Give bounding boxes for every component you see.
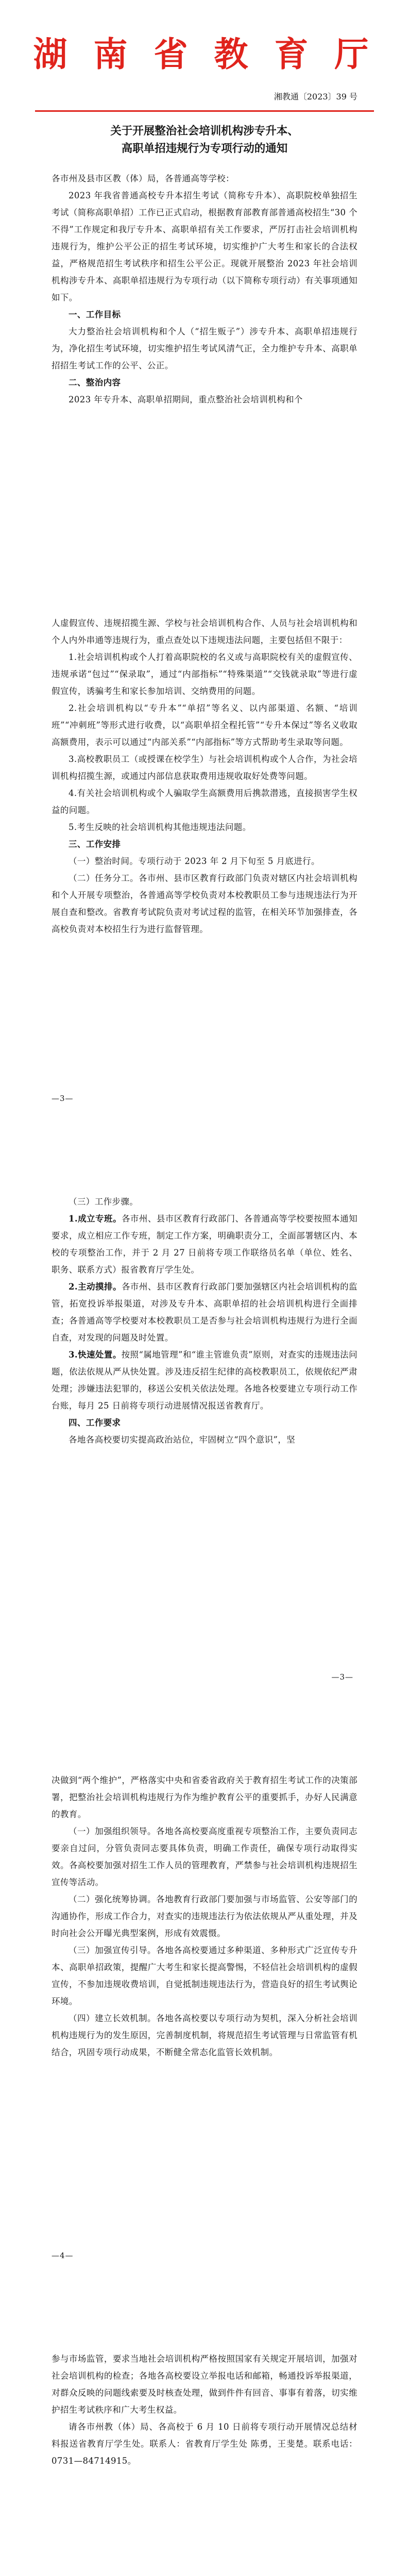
contact-paragraph: 请各市州教（体）局、各高校于 6 月 10 日前将专项行动开展情况总结材料报送省教育厅学生处。联系人：省教育厅学生处 陈勇，王斐楚。联系电话：0731—84714915。 (52, 2422, 357, 2466)
paragraph: 决做到“两个维护”，严格落实中央和省委省政府关于教育招生考试工作的决策部署，把整治社会培训机构违规行为作为维护教育公平的重要抓手，办好人民满意的教育。 (52, 1775, 357, 1819)
red-divider (35, 110, 374, 112)
section-1-heading: 一、工作目标 (69, 310, 121, 319)
page-4-body (52, 1772, 357, 2061)
page-3-body (52, 1193, 357, 1448)
list-item: 3.高校教职员工（或授课在校学生）与社会培训机构或个人合作，为社会培训机构招揽生源，或通过内部信息获取费用违规收取好处费等问题。 (52, 754, 357, 781)
document-number: 湘教通〔2023〕39 号 (274, 92, 357, 101)
requirement-item: （二）强化统筹协调。各地教育行政部门要加强与市场监管、公安等部门的沟通协作，形成工作合力，对查实的违规违法行为依法依规从严从重处理，并及时向社会公开曝光典型案例，形成有效震慑。 (52, 1894, 357, 1938)
masthead-title: 湖 南 省 教 育 厅 (33, 34, 376, 74)
section-1-text: 大力整治社会培训机构和个人（“招生贩子”）涉专升本、高职单招违规行为，净化招生考试环境，切实维护招生考试风清气正，全力维护专升本、高职单招招生考试工作的公平、公正。 (52, 327, 357, 370)
steps-heading: （三）工作步骤。 (69, 1197, 139, 1207)
page-1 (0, 0, 409, 579)
section-2-heading: 二、整治内容 (69, 378, 121, 387)
page-5-body (52, 2350, 357, 2469)
document-title (41, 123, 368, 158)
step-3 (52, 1346, 357, 1414)
step-3-title: 3.快速处置。 (69, 1350, 122, 1360)
section-3-heading: 三、工作安排 (69, 839, 121, 849)
step-1-text: 各市州、县市区教育行政部门、各普通高等学校要按照本通知要求，成立相应工作专班，制定工作方案，明确职责分工，全面部署辖区内、本校的专项整治工作，并于 2 月 27 日前将专项工作联络员名单（单位、姓名、职务、联系方式）报省教育厅学生处。 (52, 1214, 357, 1275)
requirement-item: （一）加强组织领导。各地各高校要高度重视专项整治工作，主要负责同志要亲自过问，分管负责同志要具体负责，明确工作责任，确保专项行动取得实效。各高校要加强对招生工作人员的管理教育，严禁参与社会培训机构违规招生宣传等活动。 (52, 1826, 357, 1887)
title-line-1: 关于开展整治社会培训机构涉专升本、 (110, 125, 299, 138)
list-item: 2.社会培训机构以“专升本”“单招”等名义、以内部渠道、名额、“培训班”“冲刺班”等形式进行收费，以“高职单招全程托管”“专升本保过”等名义收取高额费用，表示可以通过“内部关系”“内部指标”等方式帮助考生录取等问题。 (52, 703, 357, 747)
page-5 (0, 2314, 409, 2576)
list-item: （一）整治时间。专项行动于 2023 年 2 月下旬至 5 月底进行。 (69, 856, 320, 866)
step-2 (52, 1278, 357, 1346)
page-number: —4— (52, 2251, 74, 2260)
step-3-text: 按照“属地管理”和“谁主管谁负责”原则，对查实的违规违法问题，依法依规从严从快处置。涉及违反招生纪律的高校教职员工，依规依纪严肃处理；涉嫌违法犯罪的，移送公安机关依法处理。各地各校要建立专项行动工作台账，每月 25 日前将专项行动进展情况报送省教育厅。 (52, 1350, 357, 1411)
intro-paragraph: 2023 年我省普通高校专升本招生考试（简称专升本）、高职院校单独招生考试（简称高职单招）工作已正式启动，根据教育部教育部普通高校招生“30 个不得”工作规定和我厅专升本、高职单招有关工作要求，严厉打击社会培训机构违规行为，维护公平公正的招生考试环境，切实维护广大考生和家长的合法权益，严格规范招生考试秩序和招生公平公正。现就开展整治 2023 年社会培训机构涉专升本、高职单招违规行为专项行动（以下简称专项行动）有关事项通知如下。 (52, 191, 357, 302)
requirement-item: （三）加强宣传引导。各地各高校要通过多种渠道、多种形式广泛宣传专升本、高职单招政策，提醒广大考生和家长提高警惕，不轻信社会培训机构的虚假宣传，不参加违规收费培训，自觉抵制违规违法行为，营造良好的招生考试舆论环境。 (52, 1945, 357, 2006)
page-number: —3— (52, 1094, 74, 1103)
page-2 (0, 579, 409, 1157)
page-2-body (52, 615, 357, 938)
page-1-tail-text: 2023 年专升本、高职单招期间，重点整治社会培训机构和个 (69, 395, 303, 404)
step-1-title: 1.成立专班。 (69, 1214, 122, 1224)
paragraph: 参与市场监管，要求当地社会培训机构严格按照国家有关规定开展培训，加强对社会培训机构的检查；各地各高校要设立举报电话和邮箱，畅通投诉举报渠道，对群众反映的问题线索要及时核查处理，做到件件有回音、事事有着落，切实维护招生考试秩序和广大考生权益。 (52, 2354, 357, 2415)
page-number: —3— (331, 1672, 353, 1682)
page-4 (0, 1736, 409, 2314)
list-item: 5.考生反映的社会培训机构其他违规违法问题。 (69, 822, 251, 832)
page-1-body (52, 170, 357, 408)
addressee: 各市州及县市区教（体）局，各普通高等学校： (52, 174, 234, 183)
requirement-item: （四）建立长效机制。各地各高校要以专项行动为契机，深入分析社会培训机构违规行为的发生原因，完善制度机制，将规范招生考试管理与日常监管有机结合，巩固专项行动成果，不断健全常态化监管长效机制。 (52, 2013, 357, 2057)
list-item: 4.有关社会培训机构或个人骗取学生高额费用后携款潜逃，直接损害学生权益的问题。 (52, 788, 357, 815)
section-4-heading: 四、工作要求 (69, 1418, 121, 1428)
list-item: 1.社会培训机构或个人打着高职院校的名义或与高职院校有关的虚假宣传、违规承诺“包过”“保录取”，通过“内部指标”“特殊渠道”“交钱就录取”等进行虚假宣传，诱骗考生和家长参加培训、交纳费用的问题。 (52, 652, 357, 696)
page-3 (0, 1157, 409, 1736)
list-item: （二）任务分工。各市州、县市区教育行政部门负责对辖区内社会培训机构和个人开展专项整治，各普通高等学校负责对本校教职员工参与违规违法行为开展自查和整改。省教育考试院负责对考试过程的监管，在相关环节加强排查，各高校负责对本校招生行为进行监督管理。 (52, 873, 357, 934)
section-4-text: 各地各高校要切实提高政治站位，牢固树立“四个意识”，坚 (69, 1435, 296, 1445)
paragraph: 人虚假宣传、违规招揽生源、学校与社会培训机构合作、人员与社会培训机构和个人内外串通等违规行为，重点查处以下违规违法问题，主要包括但不限于： (52, 618, 357, 645)
step-2-title: 2.主动摸排。 (69, 1282, 122, 1292)
step-1 (52, 1210, 357, 1278)
step-2-text: 各市州、县市区教育行政部门要加强辖区内社会培训机构的监管，拓宽投诉举报渠道，对涉及专升本、高职单招的社会培训机构进行全面排查；各普通高等学校要对本校教职员工是否参与社会培训机构违规行为进行全面自查，对发现的问题及时处置。 (52, 1282, 357, 1343)
title-line-2: 高职单招违规行为专项行动的通知 (121, 142, 288, 155)
